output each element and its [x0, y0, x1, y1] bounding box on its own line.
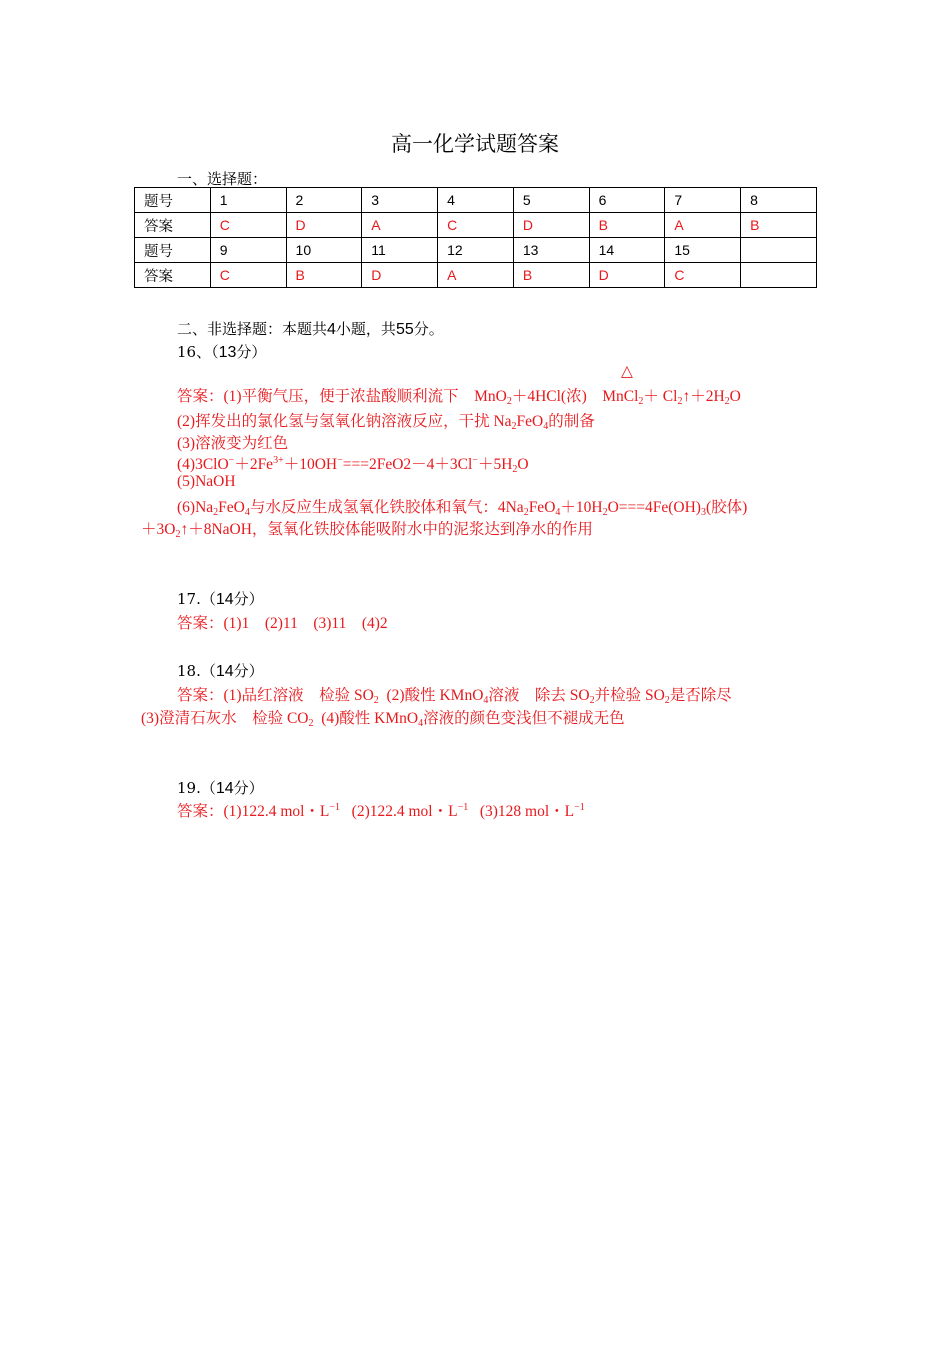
answer-cell: C: [665, 263, 741, 288]
question-number: 2: [286, 188, 362, 213]
question-number: 15: [665, 238, 741, 263]
table-row: [135, 263, 817, 288]
answer-cell: B: [286, 263, 362, 288]
question-number: 11: [362, 238, 438, 263]
q16-answer-line-7: $+3O_2↑+8NaOH$，氢氧化铁胶体能吸附水中的泥浆达到净水的作用: [141, 521, 593, 540]
answer-label: 答案: [135, 213, 211, 238]
question-number: 10: [286, 238, 362, 263]
page-title: 高一化学试题答案: [391, 132, 559, 156]
question-number: 12: [438, 238, 514, 263]
q17-answer: 答案：(1)1 (2)11 (3)11 (4)2: [177, 615, 388, 632]
question-number: 4: [438, 188, 514, 213]
answer-cell: D: [362, 263, 438, 288]
question-number: 7: [665, 188, 741, 213]
table-row: [135, 238, 817, 263]
header-label: 题号: [135, 188, 211, 213]
answer-cell: D: [513, 213, 589, 238]
section-1-heading: 一、选择题：: [177, 170, 268, 188]
section-2-heading: 二、非选择题：本题共4小题，共55分。: [177, 320, 444, 338]
question-number: [741, 238, 817, 263]
answer-cell: D: [286, 213, 362, 238]
answer-cell: C: [438, 213, 514, 238]
question-number: 9: [210, 238, 286, 263]
question-number: 3: [362, 188, 438, 213]
question-16-heading: 16、（13分）: [177, 343, 267, 361]
answer-cell: A: [665, 213, 741, 238]
q18-answer-line-2: (3)澄清石灰水 检验 $CO_2$ (4)酸性 KMnO$_4$溶液的颜色变浅但不褪成无色: [141, 710, 625, 729]
answer-cell: A: [362, 213, 438, 238]
table-row: [135, 188, 817, 213]
answer-label: 答案: [135, 263, 211, 288]
q16-answer-line-3: (3)溶液变为红色: [177, 435, 289, 452]
answer-cell: B: [741, 213, 817, 238]
question-18-heading: 18.（14分）: [177, 662, 264, 680]
question-19-heading: 19.（14分）: [177, 779, 264, 797]
question-17-heading: 17.（14分）: [177, 590, 264, 608]
answer-cell: B: [513, 263, 589, 288]
table-row: [135, 213, 817, 238]
q16-answer-line-1: 答案：(1)平衡气压，便于浓盐酸顺利流下 MnO$_2$＋4HCl(浓) MnCl$_2$＋ $Cl_2↑+2H_2O$: [177, 388, 741, 407]
answer-cell: B: [589, 213, 665, 238]
q16-answer-line-5: (5)NaOH: [177, 473, 236, 490]
answer-cell: [741, 263, 817, 288]
q16-answer-line-2: (2)挥发出的氯化氢与氢氧化钠溶液反应，干扰 $Na_2FeO_4$的制备: [177, 413, 595, 432]
header-label: 题号: [135, 238, 211, 263]
question-number: 14: [589, 238, 665, 263]
answer-cell: C: [210, 263, 286, 288]
question-number: 5: [513, 188, 589, 213]
question-number: 13: [513, 238, 589, 263]
answer-table: [134, 187, 817, 288]
heating-triangle-icon: △: [621, 363, 633, 380]
q19-answer: 答案：(1)122.4 mol・$L^{-1}$ (2)122.4 mol・$L^{-1}$ (3)128 mol・$L^{-1}$: [177, 802, 585, 820]
answer-cell: D: [589, 263, 665, 288]
question-number: 1: [210, 188, 286, 213]
question-number: 6: [589, 188, 665, 213]
q16-answer-line-6: $(6)Na_2FeO_4$与水反应生成氢氧化铁胶体和氧气：$4Na_2FeO_4+10H_2O===4Fe(OH)_3$(胶体): [177, 499, 748, 518]
q16-answer-line-4: $(4)3ClO^-+2Fe^{3+}+10OH^-===2FeO2-4+3Cl^-+5H_2O$: [177, 455, 529, 475]
q18-answer-line-1: 答案：(1)品红溶液 检验 $SO_2$ (2)酸性 KMnO$_4$溶液 除去 $SO_2$并检验 $SO_2$是否除尽: [177, 687, 732, 706]
answer-cell: A: [438, 263, 514, 288]
question-number: 8: [741, 188, 817, 213]
answer-cell: C: [210, 213, 286, 238]
